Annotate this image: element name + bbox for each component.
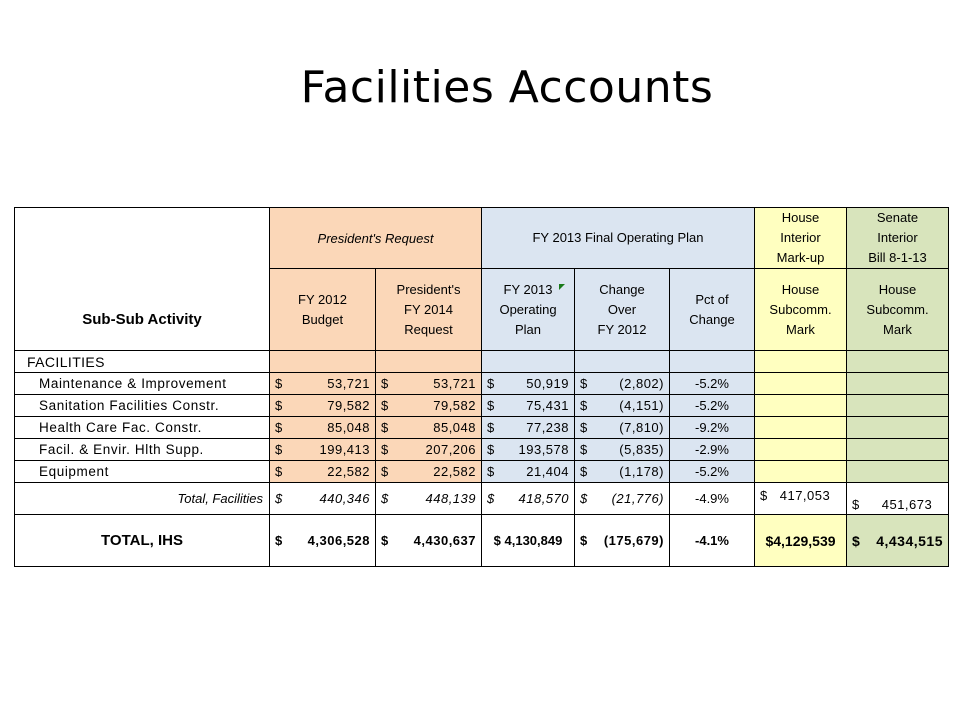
table-row: Equipment $ 22,582 $ 22,582 $ 21,404 $ (1,178) -5.2%	[15, 461, 949, 483]
cell-comment-marker	[559, 284, 565, 290]
page-title: Facilities Accounts	[300, 62, 714, 113]
table-row: Facil. & Envir. Hlth Supp. $ 199,413 $ 207,206 $ 193,578 $ (5,835) -2.9%	[15, 439, 949, 461]
table-row: Health Care Fac. Constr. $ 85,048 $ 85,048 $ 77,238 $ (7,810) -9.2%	[15, 417, 949, 439]
row-label: Health Care Fac. Constr.	[15, 417, 270, 439]
row-label: Maintenance & Improvement	[15, 373, 270, 395]
fy2013-operating-header: FY 2013 Operating Plan	[482, 269, 575, 351]
house-mark-header: House Subcomm. Mark	[755, 269, 847, 351]
senate-interior-header: Senate Interior Bill 8-1-13	[847, 208, 949, 269]
presidents-fy2014-header: President's FY 2014 Request	[376, 269, 482, 351]
section-row	[15, 351, 949, 373]
total-facilities-label: Total, Facilities	[15, 483, 270, 515]
facilities-table	[14, 207, 949, 567]
facilities-table-wrapper	[14, 207, 948, 575]
presidents-request-header: President's Request	[270, 208, 482, 269]
house-interior-header: House Interior Mark-up	[755, 208, 847, 269]
change-over-header: Change Over FY 2012	[575, 269, 670, 351]
total-ihs-label: TOTAL, IHS	[15, 515, 270, 567]
table-row: Sanitation Facilities Constr. $ 79,582 $ 79,582 $ 75,431 $ (4,151) -5.2%	[15, 395, 949, 417]
row-label: Sanitation Facilities Constr.	[15, 395, 270, 417]
sub-sub-activity-header: Sub-Sub Activity	[15, 208, 270, 351]
section-label: FACILITIES	[15, 351, 270, 373]
pct-change-header: Pct of Change	[670, 269, 755, 351]
senate-mark-header: House Subcomm. Mark	[847, 269, 949, 351]
fy2012-budget-header: FY 2012 Budget	[270, 269, 376, 351]
total-facilities-row: Total, Facilities $ 440,346 $ 448,139 $ 418,570 $ (21,776) -4.9% $ 417,053 $ 451,673	[15, 483, 949, 515]
row-label: Equipment	[15, 461, 270, 483]
header-row-1	[15, 208, 949, 269]
table-row: Maintenance & Improvement $ 53,721 $ 53,721 $ 50,919 $ (2,802) -5.2%	[15, 373, 949, 395]
row-label: Facil. & Envir. Hlth Supp.	[15, 439, 270, 461]
total-ihs-row: TOTAL, IHS $ 4,306,528 $ 4,430,637 $ 4,130,849 $ (175,679) -4.1% $4,129,539 $ 4,434,515	[15, 515, 949, 567]
final-operating-plan-header: FY 2013 Final Operating Plan	[482, 208, 755, 269]
